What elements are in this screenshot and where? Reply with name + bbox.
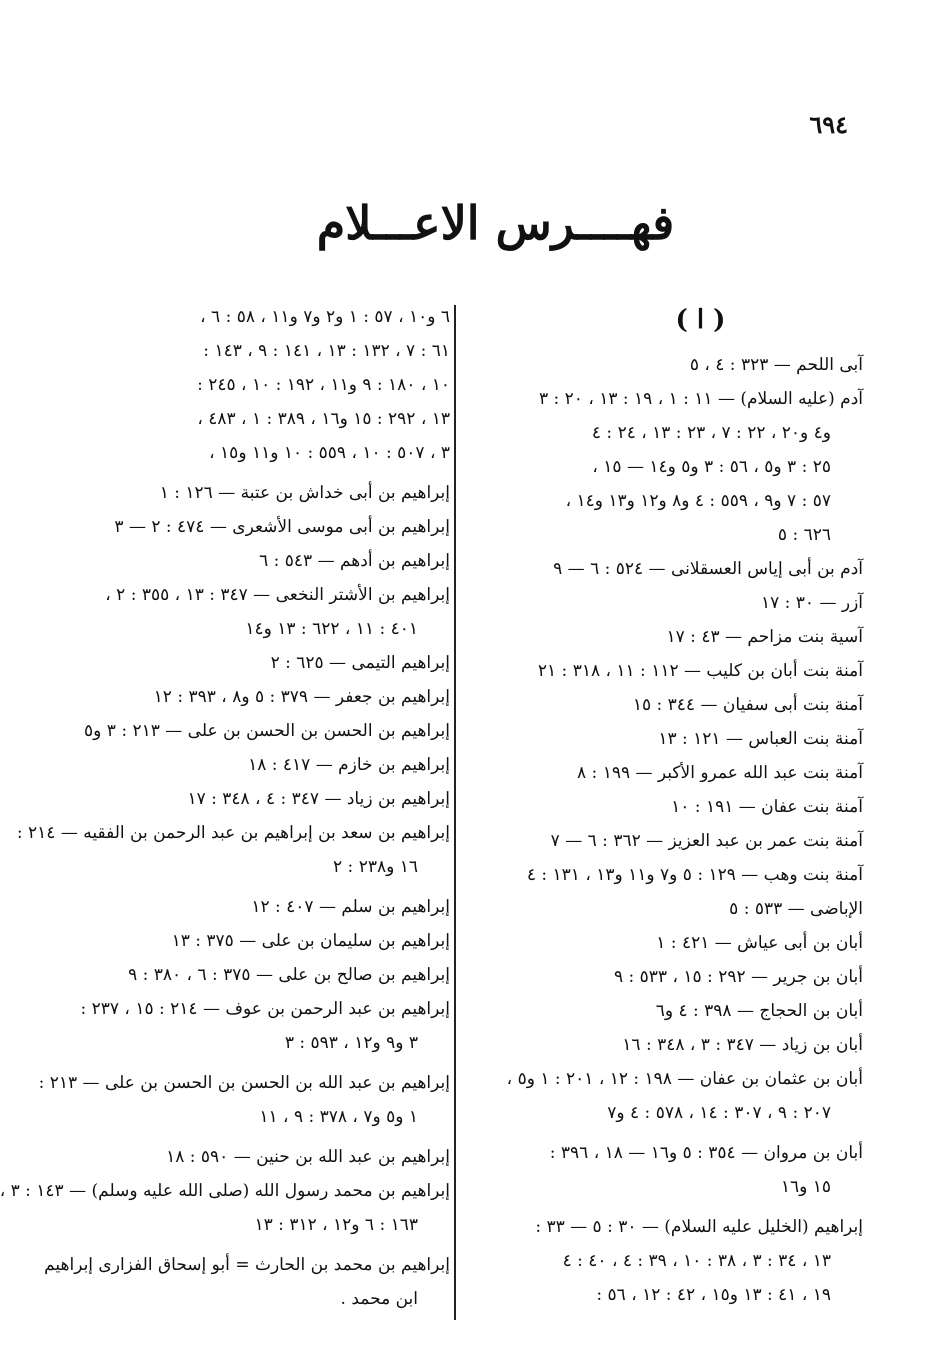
index-entry-line: أبان بن الحجاج — ٣٩٨ : ٤ و٦ — [655, 1001, 863, 1021]
index-entry-line: أبان بن مروان — ٣٥٤ : ٥ و١٦ — ١٨ ، ٣٩٦ : — [549, 1143, 863, 1163]
index-entry-line: ٤٠١ : ١١ ، ٦٢٢ : ١٣ و١٤ — [245, 619, 418, 639]
index-entry-line: آبى اللحم — ٣٢٣ : ٤ ، ٥ — [689, 355, 863, 375]
index-entry-line: إبراهيم بن عبد الرحمن بن عوف — ٢١٤ : ١٥ ، ٢٣٧ : — [80, 999, 450, 1019]
section-letter: ( ا ) — [675, 305, 726, 335]
index-entry-line: الإباضى — ٥٣٣ : ٥ — [729, 899, 863, 919]
index-entry-line: إبراهيم (الخليل عليه السلام) — ٣٠ : ٥ — ٣٣ : — [535, 1217, 863, 1237]
index-entry-line: آسية بنت مزاحم — ٤٣ : ١٧ — [666, 627, 863, 647]
index-entry-line: أبان بن جرير — ٢٩٢ : ١٥ ، ٥٣٣ : ٩ — [613, 967, 863, 987]
index-entry-line: إبراهيم بن عبد الله بن حنين — ٥٩٠ : ١٨ — [166, 1147, 450, 1167]
index-entry-line: ٦١ : ٧ ، ١٣٢ : ١٣ ، ١٤١ : ٩ ، ١٤٣ : — [203, 341, 450, 361]
index-entry-line: إبراهيم بن خازم — ٤١٧ : ١٨ — [248, 755, 450, 775]
index-entry-line: إبراهيم بن سليمان بن على — ٣٧٥ : ١٣ — [171, 931, 450, 951]
index-entry-line: ٦٢٦ : ٥ — [777, 525, 831, 545]
page-title: فهــــرس الاعـــلام — [316, 196, 675, 250]
index-entry-line: ٥٧ : ٧ و٩ ، ٥٥٩ : ٤ و٨ و١٢ و١٣ و١٤ ، — [565, 491, 831, 511]
index-entry-line: أبان بن زياد — ٣٤٧ : ٣ ، ٣٤٨ : ١٦ — [622, 1035, 863, 1055]
index-entry-line: ٢٠٧ : ٩ ، ٣٠٧ : ١٤ ، ٥٧٨ : ٤ و٧ — [607, 1103, 831, 1123]
index-entry-line: آمنة بنت عبد الله عمرو الأكبر — ١٩٩ : ٨ — [577, 763, 863, 783]
index-entry-line: آمنة بنت عفان — ١٩١ : ١٠ — [671, 797, 863, 817]
index-entry-line: إبراهيم بن أبى موسى الأشعرى — ٤٧٤ : ٢ — ٣ — [114, 517, 450, 537]
index-entry-line: ١٥ و١٦ — [780, 1177, 831, 1197]
index-entry-line: آمنة بنت أبان بن كليب — ١١٢ : ١١ ، ٣١٨ : ٢١ — [537, 661, 863, 681]
index-entry-line: آمنة بنت أبى سفيان — ٣٤٤ : ١٥ — [632, 695, 863, 715]
index-entry-line: إبراهيم بن عبد الله بن الحسن بن الحسن بن على — ٢١٣ : — [38, 1073, 450, 1093]
index-entry-line: إبراهيم بن محمد بن الحارث = أبو إسحاق الفزارى إبراهيم — [44, 1255, 450, 1275]
index-entry-line: ٢٥ : ٣ و٥ ، ٥٦ : ٣ و٥ و١٤ — ١٥ ، — [592, 457, 831, 477]
index-entry-line: و٤ و٢٠ ، ٢٢ : ٧ ، ٢٣ : ١٣ ، ٢٤ : ٤ — [591, 423, 831, 443]
index-entry-line: إبراهيم بن سلم — ٤٠٧ : ١٢ — [251, 897, 450, 917]
index-entry-line: ١٦ و٢٣٨ : ٢ — [333, 857, 418, 877]
index-entry-line: إبراهيم بن أبى خداش بن عتبة — ١٢٦ : ١ — [159, 483, 450, 503]
right-column-entries — [506, 348, 863, 1312]
index-entry-line: ابن محمد . — [340, 1289, 418, 1309]
index-entry-line: آمنة بنت عمر بن عبد العزيز — ٣٦٢ : ٦ — ٧ — [550, 831, 863, 851]
index-entry-line: آدم (عليه السلام) — ١١ : ١ ، ١٩ : ١٣ ، ٢٠ : ٣ — [538, 389, 863, 409]
index-entry-line: إبراهيم التيمى — ٦٢٥ : ٢ — [270, 653, 450, 673]
index-entry-line: آمنة بنت وهب — ١٢٩ : ٥ و٧ و١١ و١٣ ، ١٣١ : ٤ — [526, 865, 863, 885]
index-entry-line: إبراهيم بن الأشتر النخعى — ٣٤٧ : ١٣ ، ٣٥٥ : ٢ ، — [105, 585, 450, 605]
index-entry-line: ٦ و١٠ ، ٥٧ : ١ و٢ و٧ و١١ ، ٥٨ : ٦ ، — [200, 307, 450, 327]
index-entry-line: ١٠ ، ١٨٠ : ٩ و١١ ، ١٩٢ : ١٠ ، ٢٤٥ : — [197, 375, 450, 395]
index-entry-line: آدم بن أبى إياس العسقلانى — ٥٢٤ : ٦ — ٩ — [553, 559, 863, 579]
index-column-right — [506, 300, 863, 1312]
index-entry-line: ٣ و٩ و١٢ ، ٥٩٣ : ٣ — [284, 1033, 418, 1053]
index-entry-line: ١٣ ، ٣٤ : ٣ ، ٣٨ : ١٠ ، ٣٩ : ٤ ، ٤٠ : ٤ — [562, 1251, 831, 1271]
index-entry-line: إبراهيم بن الحسن بن الحسن بن على — ٢١٣ : ٣ و٥ — [84, 721, 450, 741]
index-entry-line: آمنة بنت العباس — ١٢١ : ١٣ — [658, 729, 863, 749]
index-column-left — [0, 300, 450, 1316]
page-number: ٦٩٤ — [809, 110, 848, 139]
index-entry-line: إبراهيم بن صالح بن على — ٣٧٥ : ٦ ، ٣٨٠ : ٩ — [128, 965, 450, 985]
index-entry-line: إبراهيم بن سعد بن إبراهيم بن عبد الرحمن بن الفقيه — ٢١٤ : — [16, 823, 450, 843]
index-entry-line: إبراهيم بن أدهم — ٥٤٣ : ٦ — [259, 551, 450, 571]
index-entry-line: إبراهيم بن محمد رسول الله (صلى الله عليه وسلم) — ١٤٣ : ٣ ، — [0, 1181, 450, 1201]
index-entry-line: ٣ ، ٥٠٧ : ١٠ ، ٥٥٩ : ١٠ و١١ و١٥ ، — [209, 443, 450, 463]
index-entry-line: أبان بن عثمان بن عفان — ١٩٨ : ١٢ ، ٢٠١ : ١ و٥ ، — [506, 1069, 863, 1089]
index-entry-line: آزر — ٣٠ : ١٧ — [760, 593, 863, 613]
column-divider — [454, 305, 456, 1320]
index-entry-line: أبان بن أبى عياش — ٤٢١ : ١ — [656, 933, 863, 953]
index-entry-line: ١٩ ، ٤١ : ١٣ و١٥ ، ٤٢ : ١٢ ، ٥٦ : — [596, 1285, 831, 1305]
index-entry-line: إبراهيم بن جعفر — ٣٧٩ : ٥ و٨ ، ٣٩٣ : ١٢ — [153, 687, 450, 707]
index-entry-line: ١٣ ، ٢٩٢ : ١٥ و١٦ ، ٣٨٩ : ١ ، ٤٨٣ ، — [197, 409, 450, 429]
left-column-entries — [0, 300, 450, 1316]
index-entry-line: إبراهيم بن زياد — ٣٤٧ : ٤ ، ٣٤٨ : ١٧ — [187, 789, 450, 809]
index-entry-line: ١٦٣ : ٦ و١٢ ، ٣١٢ : ١٣ — [254, 1215, 418, 1235]
index-entry-line: ١ و٥ و٧ ، ٣٧٨ : ٩ ، ١١ — [259, 1107, 418, 1127]
